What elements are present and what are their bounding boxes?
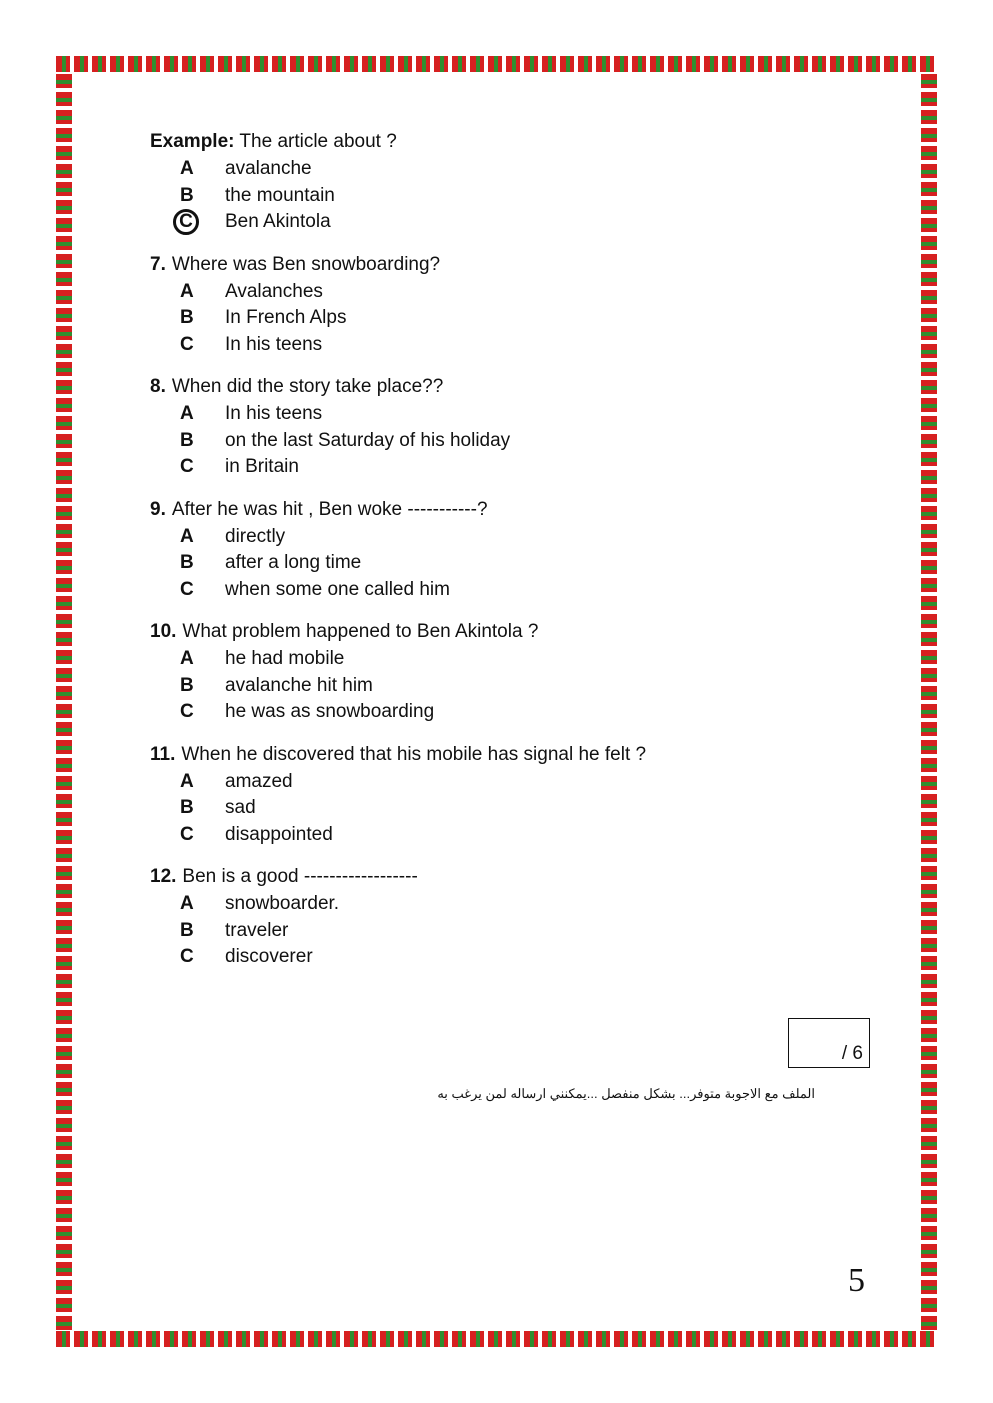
example-label: Example: (150, 131, 235, 152)
option-b: B In French Alps (180, 307, 347, 328)
example-text: The article about ? (239, 131, 397, 152)
arabic-note: الملف مع الاجوبة متوفر... بشكل منفصل ...يمكنني ارساله لمن يرغب به (437, 1086, 815, 1101)
question-text: Where was Ben snowboarding? (171, 253, 441, 275)
option-a: A amazed (180, 770, 293, 792)
question-text: When did the story take place?? (171, 376, 444, 397)
option-c: C when some one called him (180, 578, 450, 600)
worksheet-content (150, 128, 850, 986)
option-c: C discoverer (180, 946, 313, 967)
question-text: When he discovered that his mobile has signal he felt ? (181, 743, 647, 765)
example-question (150, 128, 850, 236)
circled-answer: C (173, 209, 199, 235)
score-box: / 6 (788, 1018, 870, 1068)
question-7: 7. Where was Ben snowboarding? A Avalanches B In French Alps C In his teens (150, 251, 850, 359)
option-b: B after a long time (180, 552, 362, 573)
question-11: 11. When he discovered that his mobile has signal he felt ? A amazed B sad C disappointed (150, 741, 850, 849)
option-a: A snowboarder. (180, 893, 340, 914)
question-text: After he was hit , Ben woke -----------? (171, 498, 488, 520)
question-12: 12. Ben is a good ------------------ A snowboarder. B traveler C discoverer (150, 863, 850, 971)
page-number: 5 (848, 1262, 865, 1299)
question-9: 9. After he was hit , Ben woke -----------? A directly B after a long time C when some one called him (150, 496, 850, 604)
option-b: B traveler (180, 919, 289, 941)
question-text: What problem happened to Ben Akintola ? (182, 621, 539, 642)
option-c: C in Britain (180, 456, 299, 477)
example-option-c: C Ben Akintola (150, 209, 850, 236)
question-10: 10. What problem happened to Ben Akintola ? A he had mobile B avalanche hit him C he was as snowboarding (150, 618, 850, 726)
option-a: A he had mobile (180, 648, 345, 669)
option-b: B avalanche hit him (180, 674, 373, 696)
option-b: B on the last Saturday of his holiday (180, 429, 511, 451)
option-c: C he was as snowboarding (180, 701, 435, 722)
option-a: A In his teens (180, 403, 323, 424)
option-a: A directly (180, 525, 286, 547)
option-c: C In his teens (180, 333, 323, 355)
example-option-a: A avalanche (180, 158, 312, 179)
option-b: B sad (180, 797, 256, 818)
option-a: A Avalanches (180, 280, 323, 302)
question-8: 8. When did the story take place?? A In his teens B on the last Saturday of his holiday C in Britain (150, 373, 850, 481)
example-option-b: B the mountain (180, 184, 335, 206)
option-c: C disappointed (180, 823, 333, 845)
question-text: Ben is a good ------------------ (182, 866, 418, 887)
